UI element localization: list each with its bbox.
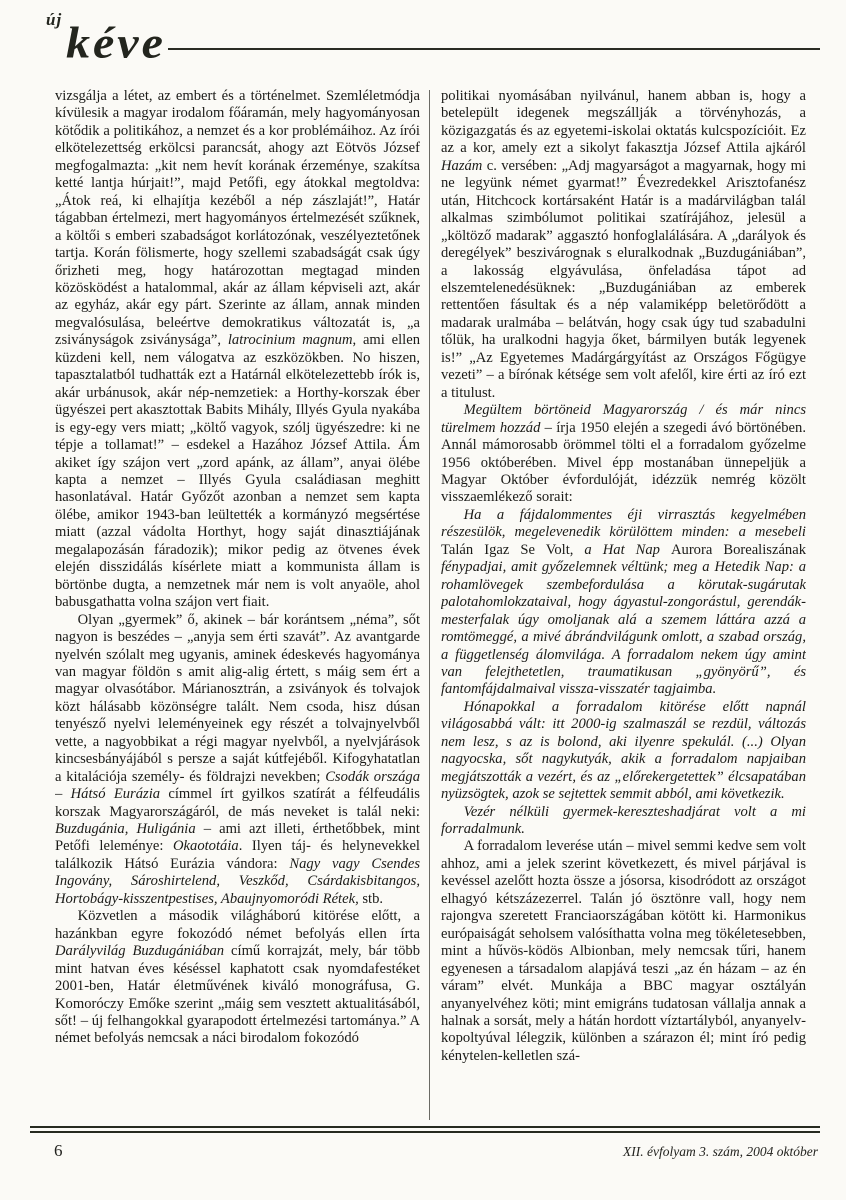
italic-text-run: Darályvilág Buzdugániában bbox=[55, 943, 225, 960]
italic-text-run: fénypadjai, amit győzelemnek véltünk; meg a Hetedik Nap: a rohamlövegek szembefordulása a körutak-sugárutak palotahomlokzataival, hogy ágyastul-zongorástul, gerendák-mesterfalak úgy omoljanak alá a szemem láttára azzá a romtömeggé, a mivé ábrándvilágunk omlott, a szabad ország, a függetlenség álomvilága. A forradalom nekem úgy amint van felejthetetlen, traumatikusan „gyönyörű”, és fantomfájdalmaival vissza-visszatér tagjaimba. bbox=[441, 559, 806, 698]
paragraph bbox=[441, 838, 806, 1065]
text-run: Olyan „gyermek” ő, akinek – bár korántsem „néma”, sőt nagyon is beszédes – „anyja sem érti szavát”. Az avantgarde nyelvén szólalt meg ugyanis, aminek édeskevés hagyománya van magyar földön s amit alig-alig értett, s máig sem ért a magyar olvasótábor. Márianosztrán, a zsiványok és tolvajok közt hálásabb közönségre talált. Nem csoda, hisz dúsan tenyésző nyelvi leleményeinek egy részét a tolvajnyelvből vette, a nagyobbikat a régi magyar nyelvből, a nyelvjárások kincsesbányájából s persze a saját kútfejéből. Kifogyhatatlan a kitalációja személy- és földrajzi nevekben; bbox=[55, 611, 420, 785]
italic-text-run: Nagy vagy Csendes Ingovány, Sároshirtelend, Veszkőd, Csárdakisbitangos, Hortobágy-kisszentpestises, Abaujnyomoródi Rétek, bbox=[55, 855, 420, 907]
page-number: 6 bbox=[54, 1141, 63, 1160]
issue-info: XII. évfolyam 3. szám, 2004 október bbox=[623, 1144, 818, 1159]
italic-text-run: Buzdugánia, Huligánia bbox=[55, 821, 196, 838]
text-run: politikai nyomásában nyilvánul, hanem abban is, hogy a betelepült idegenek megszállják a törvényhozás, a közigazgatás és az egyetemi-iskolai oktatás kulcspozícióit. Ez az a kor, amely ezt a sikolyt fakasztja József Attila ajkáról bbox=[441, 88, 806, 157]
right-column bbox=[441, 88, 806, 1126]
italic-text-run: Csodák országa – Hátsó Eurázia bbox=[55, 768, 420, 803]
article-body bbox=[0, 78, 846, 1126]
left-column bbox=[55, 88, 420, 1126]
text-run: . Ilyen táj- és helynevekkel találkozik Hátsó Eurázia vándora: bbox=[55, 838, 420, 872]
magazine-logo bbox=[40, 12, 166, 68]
text-run: , ami ellen küzdeni kell, nem válogatva az eszközökben. No hiszen, tapasztalatból tudhatták ezt a Határnál elkötelezettebb írók is, akár urbánusok, akár nép-nemzetiek: a Horthy-korszak éber ügyészei pert akasztottak Babits Mihály, Illyés Gyula nyakába is egy-egy vers miatt; „költő vagyok, szólj ügyészedre: ki ne tépje a tollamat!” – esdekel a Hazához József Attila. Ám akiket így szájon vert „zord apánk, az állam”, anyai ölébe kapta a nemzet – Illyés Gyula családiasan meghitt hasonlatával. Határ Győzőt azonban a nemzet sem kapta ölébe, amikor 1943-ban leültették a kormányzó megsértése miatt (azzal vádolta Horthyt, hogy saját dinasztiájának megalapozásán fáradozik); mikor pedig az ötvenes évek elején disszidálás kísérlete miatt a kommunista állam is börtönbe dugta, a nemzetnek már nem is volt anyaöle, ahol babusgathatta volna szájon vert fiait. bbox=[55, 332, 420, 611]
paragraph bbox=[441, 402, 806, 507]
footer-row bbox=[30, 1133, 820, 1161]
text-run: című korrajzát, mely, bár több mint hatvan éves késéssel kaphatott csak nyomdafestéket 2001-ben, Határ életművének kiváló monográfusa, G. Komoróczy Emőke szerint „máig sem vesztett aktualitásából, sőt! – új felhangokkal gyarapodott értelmezési tartománya.” A német befolyás nemcsak a náci birodalom fokozódó bbox=[55, 943, 420, 1047]
text-run: A forradalom leverése után – mivel semmi kedve sem volt ahhoz, ami a jelek szerint következett, és mivel párjával is kevéssel azelőtt hozta össze a jósorsa, kisodródott az országot elhagyó kétszázezerrel. Talán jó ösztönre vall, hogy nem rajongva szeretett Franciaországában kötött ki. Harmonikus európaiságát seholsem valósíthatta volna meg tökéletesebben, mint a hűvös-ködös Albionban, mely nemcsak tűri, hanem egyenesen a társadalom alapjává teszi „az én házam – az én váram” elvét. Munkája a BBC magyar osztályán anyanyelvéhez köti; mint emigráns tudatosan vállalja annak a halnak a sorsát, mely a hátán hordott víztartályból, anyanyelv-kopoltyúval lélegzik, különben a szárazon él; mint író pedig kénytelen-kelletlen szá- bbox=[441, 838, 806, 1064]
footer-rule bbox=[30, 1126, 820, 1133]
page-header bbox=[0, 0, 846, 78]
text-run: Aurora Borealiszának bbox=[670, 541, 806, 558]
italic-text-run: latrocinium magnum bbox=[227, 332, 353, 349]
logo-uj-text: új bbox=[46, 10, 63, 29]
paragraph bbox=[441, 507, 806, 699]
page-footer bbox=[0, 1126, 846, 1161]
text-run: stb. bbox=[358, 890, 384, 907]
paragraph bbox=[441, 699, 806, 804]
text-run: c. versében: „Adj magyarságot a magyarnak, hogy mi ne legyünk német gyarmat!” Évezredekkel Arisztofanész után, Hitchcock kortársaként Határ is a madárvilágban talál alkalmas szimbólumot politikai szatírájához, jelesül a „költöző madarak” aggasztó honfoglalálására. A „darályok és deregélyek” beszivárognak s eluralkodnak „Buzdugániában”, a lakosság elgyávulása, önfeladása tápot ad elszemtelenedésüknek: „Buzdugániában az emberek rettentően fásultak és a nép valamiképp beletörődött a madarak uralmába – belátván, hogy csak úgy tud szabadulni tőlük, ha uralkodni hagyja őket, bármilyen buták legyenek is!” „Az Egyetemes Madárgárgyítást az Országos Főgügye vezeti” – a bírónak kétsége sem volt afelől, kire érti az író ezt a titulust. bbox=[441, 157, 806, 401]
text-run: Közvetlen a második világháború kitörése előtt, a hazánkban egyre fokozódó német befolyás ellen írta bbox=[55, 908, 420, 942]
text-run: címmel írt gyilkos szatírát a félfeudális korszak Magyarországáról, de más neveket is talál neki: bbox=[55, 786, 420, 820]
paragraph bbox=[55, 908, 420, 1048]
text-run: – ami azt illeti, érthetőbbek, mint Petőfi leleménye: bbox=[55, 821, 420, 855]
italic-text-run: Hónapokkal a forradalom kitörése előtt napnál világosabbá vált: itt 2000-ig szalmaszál se rezdül, változás nem lesz, s az is bolond, aki ilyenre spekulál. (...) Olyan nagyocska, sőt nagykutyák, akik a forradalom napjaiban megjátszották a vezért, és az „előrekergetettek” élcsapatában nyüzsögtek, azok se sejtettek semmit abból, ami következik. bbox=[441, 698, 806, 803]
italic-text-run: Ha a fájdalommentes éji virrasztás kegyelmében részesülök, megelevenedik körülöttem minden: a mesebeli bbox=[441, 506, 806, 541]
paragraph bbox=[55, 612, 420, 909]
italic-text-run: Hazám bbox=[441, 157, 483, 174]
paragraph bbox=[441, 804, 806, 839]
text-run: Talán Igaz Se Volt, bbox=[441, 541, 585, 558]
italic-text-run: Okaototáia bbox=[173, 838, 239, 855]
logo-keve-text: kéve bbox=[66, 18, 166, 68]
column-divider bbox=[429, 90, 430, 1120]
paragraph bbox=[441, 88, 806, 402]
header-rule bbox=[168, 48, 820, 50]
italic-text-run: a Hat Nap bbox=[584, 541, 671, 558]
text-run: – írja 1950 elején a szegedi ávó börtönében. Annál mámorosabb örömmel tölti el a forradalom győzelme 1956 októberében. Mivel épp mostanában ünnepeljük a Magyar Október évfordulóját, idézzük nemrég közölt visszaemlékező sorait: bbox=[441, 419, 806, 506]
italic-text-run: Megültem börtöneid Magyarország / és már nincs türelmem hozzád bbox=[441, 402, 806, 436]
paragraph bbox=[55, 88, 420, 612]
text-run: vizsgálja a létet, az embert és a történelmet. Szemléletmódja kívülesik a magyar irodalom főáramán, mely hagyományosan kötődik a politikához, a nemzet és a kor problémáihoz. Az írói elkötelezettség erkölcsi parancsát, ahogy azt Eötvös József megfogalmazta: „kit nem hevít korának érzeménye, szakítsa ketté lantja húrjait!”, majd Petőfi, egy átokkal megtoldva: „Átok reá, ki elhajítja kezéből a nép zászlaját!”, Határ tágabban értelmezi, mert hagyományos értelmezését szűknek, a költői s emberi szabadságot korlátozónak, veszélyeztetőnek tartja. Korán fölismerte, hogy szellemi szabadságát csak úgy őrizheti meg, hogy határozottan megtagad minden közösködést a hatalommal, akár az állam képviseli azt, akár az egyház, akár egy párt. Szerinte az állam, annak minden megvalósulása, beleértve demokratikus változatát is, „a zsiványságok zsiványsága”, bbox=[55, 88, 420, 349]
italic-text-run: Vezér nélküli gyermek-kereszteshadjárat volt a mi forradalmunk. bbox=[441, 803, 806, 838]
